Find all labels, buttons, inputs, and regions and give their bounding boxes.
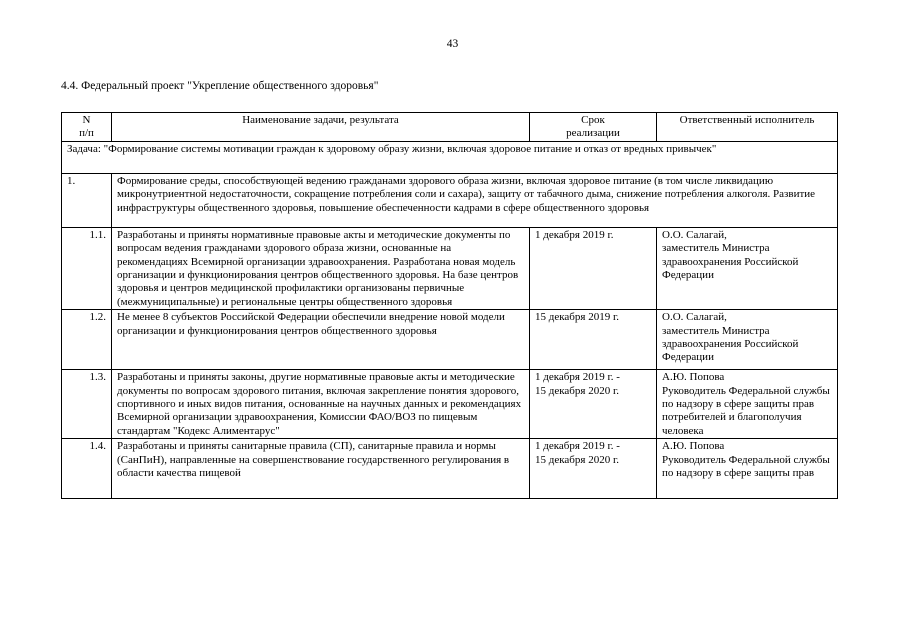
row-num: 1.4. — [62, 439, 112, 499]
row-responsible — [657, 227, 838, 309]
page-number: 43 — [446, 38, 459, 50]
header-term: Срок реализации — [530, 113, 657, 142]
row-text: Разработаны и приняты законы, другие нормативные правовые акты и методические документы по вопросам здорового питания, включая закрепление понятия здорового, спортивного и иных видов питания, основанные на научных данных и рекомендациях Всемирной организации здравоохранения, Комиссии ФАО/ВОЗ по пищевым стандартам "Кодекс Алиментарус" — [112, 370, 530, 439]
group-num: 1. — [62, 173, 112, 227]
group-text: Формирование среды, способствующей ведению гражданами здорового образа жизни, включая здоровое питание (в том числе ликвидацию микронутриентной недостаточности, сокращение потребления соли и сахара), защиту от табачного дыма, снижение потребления алкоголя. Развитие инфраструктуры общественного здоровья, повышение обеспеченности кадрами в сфере общественного здоровья — [112, 173, 838, 227]
row-text: Разработаны и приняты санитарные правила (СП), санитарные правила и нормы (СанПиН), направленные на совершенствование государственного регулирования в области качества пищевой — [112, 439, 530, 499]
table-row — [62, 227, 838, 309]
task-row — [62, 141, 838, 173]
row-num: 1.3. — [62, 370, 112, 439]
header-task: Наименование задачи, результата — [112, 113, 530, 142]
row-responsible — [657, 310, 838, 370]
table-row — [62, 370, 838, 439]
header-num: N п/п — [62, 113, 112, 142]
row-term: 1 декабря 2019 г. — [530, 227, 657, 309]
responsible-name: А.Ю. Попова — [662, 440, 725, 453]
row-text: Разработаны и приняты нормативные правовые акты и методические документы по вопросам ведения гражданами здорового образа жизни, основанные на рекомендациях Всемирной организации здравоохранения. Разработана новая модель организации и функционирования центров общественного здоровья. На базе центров здоровья и центров медицинской профилактики организованы первичные (межмуниципальные) и региональные центры общественного здоровья — [112, 227, 530, 309]
row-num: 1.1. — [62, 227, 112, 309]
responsible-name: О.О. Салагай, — [662, 311, 727, 324]
responsible-title: заместитель Министра здравоохранения Российской Федерации — [662, 242, 799, 282]
responsible-title: заместитель Министра здравоохранения Российской Федерации — [662, 324, 799, 364]
table-row — [62, 310, 838, 370]
row-responsible — [657, 439, 838, 499]
row-term: 15 декабря 2019 г. — [530, 310, 657, 370]
row-responsible — [657, 370, 838, 439]
responsible-title: Руководитель Федеральной службы по надзору в сфере защиты прав — [662, 453, 830, 480]
row-text: Не менее 8 субъектов Российской Федерации обеспечили внедрение новой модели организации и функционирования центров общественного здоровья — [112, 310, 530, 370]
task-cell: Задача: "Формирование системы мотивации граждан к здоровому образу жизни, включая здоровое питание и отказ от вредных привычек" — [62, 141, 838, 173]
table-row — [62, 439, 838, 499]
group-row — [62, 173, 838, 227]
responsible-title: Руководитель Федеральной службы по надзору в сфере защиты прав потребителей и благополучия человека — [662, 384, 830, 437]
section-title: 4.4. Федеральный проект "Укрепление общественного здоровья" — [61, 80, 379, 92]
row-term: 1 декабря 2019 г. - 15 декабря 2020 г. — [530, 439, 657, 499]
project-table — [61, 112, 838, 499]
table-header-row — [62, 113, 838, 142]
responsible-name: А.Ю. Попова — [662, 371, 725, 384]
responsible-name: О.О. Салагай, — [662, 228, 727, 241]
row-num: 1.2. — [62, 310, 112, 370]
header-responsible: Ответственный исполнитель — [657, 113, 838, 142]
row-term: 1 декабря 2019 г. - 15 декабря 2020 г. — [530, 370, 657, 439]
